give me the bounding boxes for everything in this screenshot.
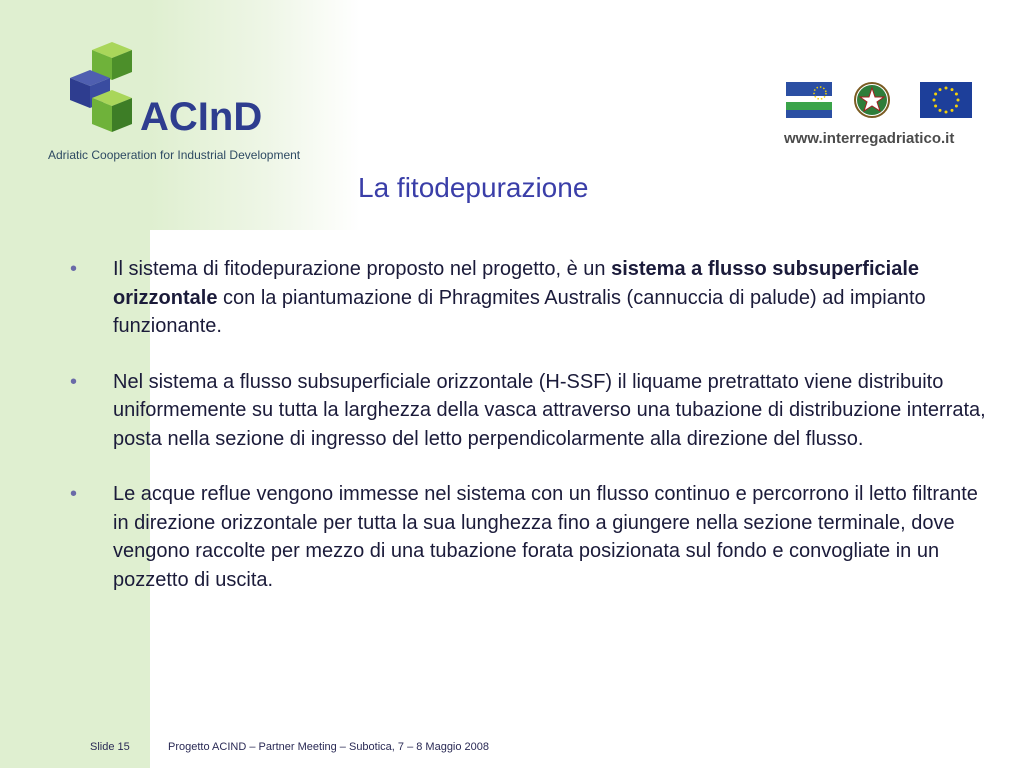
logo-tagline: Adriatic Cooperation for Industrial Development <box>48 148 301 162</box>
partner-logos <box>784 80 984 154</box>
bullet-marker: • <box>70 370 78 393</box>
eu-flag-icon <box>920 82 972 118</box>
bullet-item <box>70 480 990 594</box>
italian-emblem-icon <box>852 80 892 120</box>
slide-title: La fitodepurazione <box>358 172 589 203</box>
footer-meeting-info: Progetto ACIND – Partner Meeting – Subotica, 7 – 8 Maggio 2008 <box>168 741 490 753</box>
acind-cube-icon <box>62 42 312 142</box>
bullet-text <box>113 255 990 341</box>
bullet-item <box>70 255 990 341</box>
bullet-item <box>70 368 990 454</box>
acind-logo <box>40 38 340 168</box>
site-url: www.interregadriatico.it <box>784 130 955 147</box>
bullet-text-bold: sistema a flusso subsuperficiale orizzontale <box>113 258 919 309</box>
bullet-text-plain: Il sistema di fitodepurazione proposto nel progetto, è un <box>113 258 612 280</box>
bullet-text-plain: Le acque reflue vengono immesse nel sistema con un flusso continuo e percorrono il letto filtrante in direzione orizzontale per tutta la sua lunghezza fino a giungere nella sezione terminale, dove vengono raccolte per mezzo di una tubazione forata posizionata sul fondo e convogliate in un pozzetto di uscita. <box>113 483 978 591</box>
slide-number: Slide 15 <box>90 741 130 753</box>
acind-wordmark: ACInD <box>140 95 263 139</box>
bullet-text-plain: Nel sistema a flusso subsuperficiale orizzontale (H-SSF) il liquame pretrattato viene distribuito uniformemente su tutta la larghezza della vasca attraverso una tubazione di distribuzione interrata, posta nella sezione di ingresso del letto perpendicolarmente alla direzione del flusso. <box>113 370 986 450</box>
bullet-text <box>113 368 990 454</box>
bullet-text <box>113 480 990 594</box>
flag-interreg-icon <box>786 82 832 118</box>
bullet-text-plain: con la piantumazione di Phragmites Australis (cannuccia di palude) ad impianto funzionante. <box>113 286 926 337</box>
bullet-list <box>70 255 990 621</box>
bullet-marker: • <box>70 483 78 505</box>
bullet-marker: • <box>70 258 78 280</box>
